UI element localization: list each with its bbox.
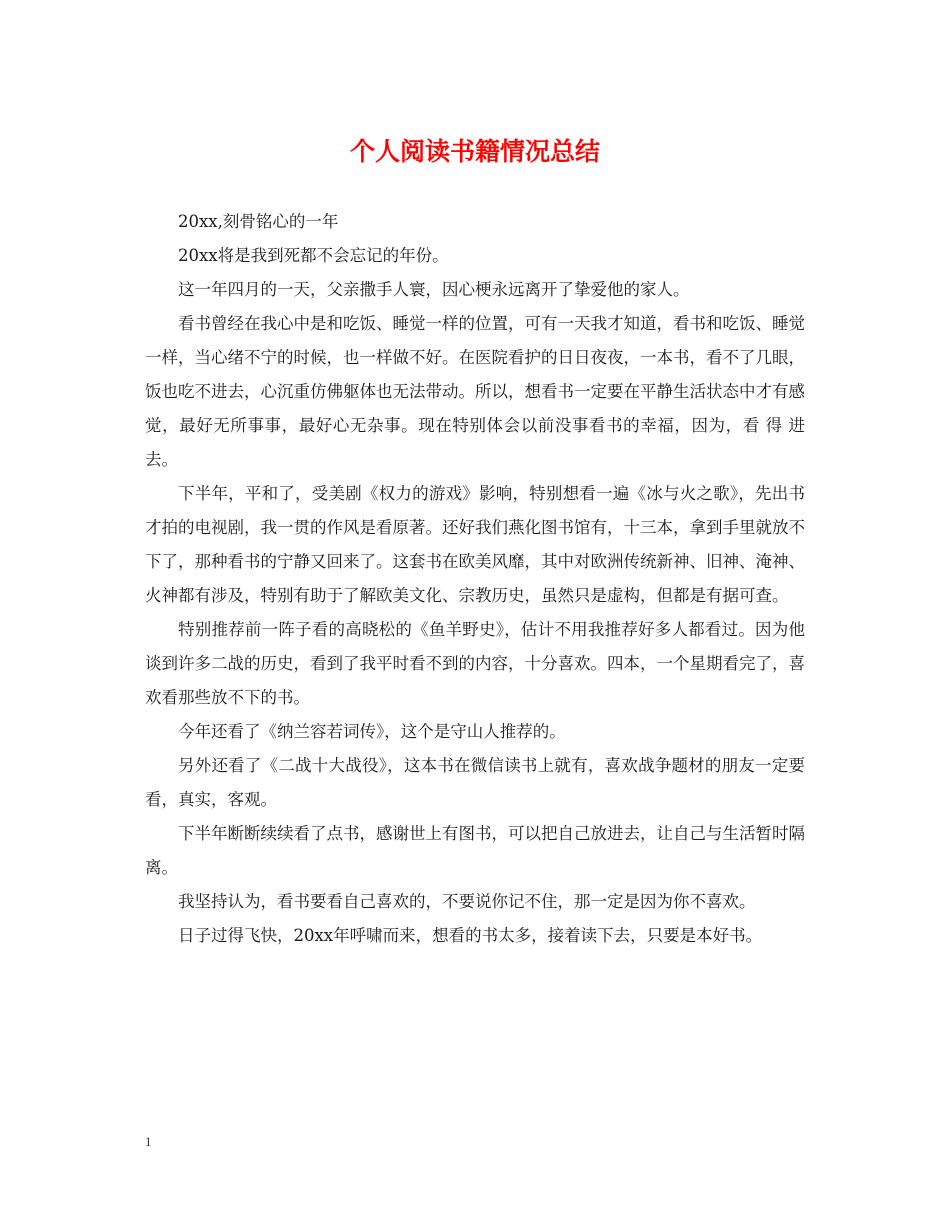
paragraph: 日子过得飞快，20xx年呼啸而来，想看的书太多，接着读下去，只要是本好书。 [178, 926, 763, 945]
document-title: 个人阅读书籍情况总结 [349, 137, 600, 166]
paragraph: 这一年四月的一天，父亲撒手人寰，因心梗永远离开了挚爱他的家人。 [178, 280, 690, 299]
paragraph: 看书曾经在我心中是和吃饭、睡觉一样的位置，可有一天我才知道，看书和吃饭、睡觉一样，当心绪不宁的时候，也一样做不好。在医院看护的日日夜夜，一本书，看不了几眼，饭也吃不进去，心沉重仿佛躯体也无法带动。所以，想看书一定要在平静生活状态中才有感觉，最好无所事事，最好心无杂事。现在特别体会以前没事看书的幸福，因为，看 得 进 去。 [145, 314, 805, 469]
paragraph: 我坚持认为，看书要看自己喜欢的，不要说你记不住，那一定是因为你不喜欢。 [178, 892, 756, 911]
paragraph: 今年还看了《纳兰容若词传》，这个是守山人推荐的。 [178, 722, 566, 741]
paragraph: 特别推荐前一阵子看的高晓松的《鱼羊野史》，估计不用我推荐好多人都看过。因为他谈到许多二战的历史，看到了我平时看不到的内容，十分喜欢。四本，一个星期看完了，喜欢看那些放不下的书。 [145, 620, 805, 707]
page-number: 1 [145, 1134, 152, 1149]
paragraph: 另外还看了《二战十大战役》，这本书在微信读书上就有，喜欢战争题材的朋友一定要看，真实，客观。 [145, 756, 805, 809]
paragraph: 20xx,刻骨铭心的一年 [178, 212, 339, 231]
document-body [145, 205, 805, 953]
paragraph: 下半年断断续续看了点书，感谢世上有图书，可以把自己放进去，让自己与生活暂时隔离。 [145, 824, 805, 877]
paragraph: 下半年，平和了，受美剧《权力的游戏》影响，特别想看一遍《冰与火之歌》，先出书才拍的电视剧，我一贯的作风是看原著。还好我们燕化图书馆有，十三本，拿到手里就放不下了，那种看书的宁静又回来了。这套书在欧美风靡，其中对欧洲传统新神、旧神、淹神、火神都有涉及，特别有助于了解欧美文化、宗教历史，虽然只是虚构，但都是有据可查。 [145, 484, 805, 605]
paragraph: 20xx将是我到死都不会忘记的年份。 [178, 246, 449, 265]
